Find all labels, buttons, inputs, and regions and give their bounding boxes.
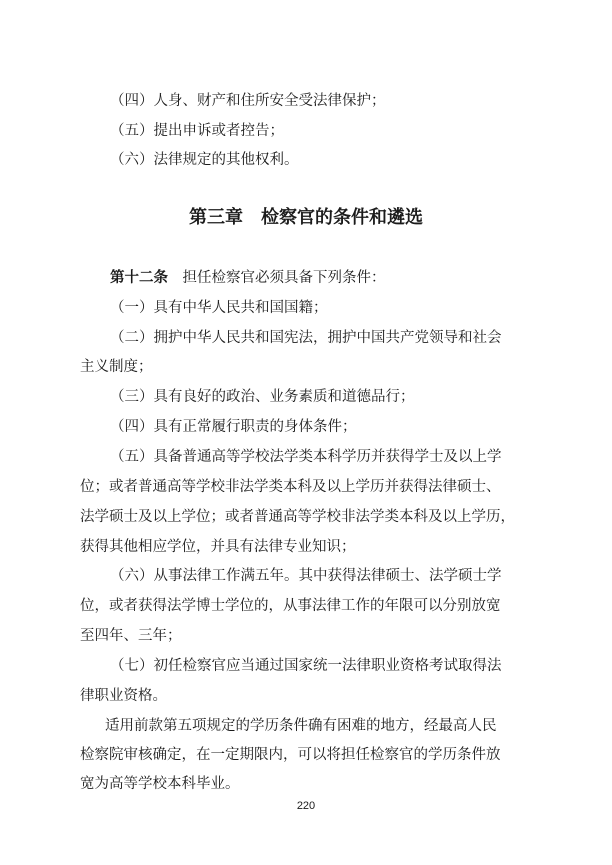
text-line: 宽为高等学校本科毕业。 (80, 776, 240, 792)
text-line: （四）人身、财产和住所安全受法律保护； (110, 93, 386, 109)
text-line: （四）具有正常履行职责的身体条件； (110, 419, 357, 435)
text-line: （二）拥护中华人民共和国宪法，拥护中国共产党领导和社会 (110, 330, 502, 346)
text-line: 适用前款第五项规定的学历条件确有困难的地方，经最高人民 (105, 718, 497, 734)
article-label: 第十二条 (110, 270, 168, 286)
text-line: 法学硕士及以上学位；或者普通高等学校非法学类本科及以上学历， (80, 509, 515, 525)
text-line: （五）具备普通高等学校法学类本科学历并获得学士及以上学 (110, 449, 502, 465)
text-line: （六）从事法律工作满五年。其中获得法律硕士、法学硕士学 (110, 568, 502, 584)
text-line: 检察院审核确定，在一定期限内，可以将担任检察官的学历条件放 (80, 747, 501, 763)
article-intro-line (0, 268, 612, 288)
text-line: 位，或者获得法学博士学位的，从事法律工作的年限可以分别放宽 (80, 598, 501, 614)
text-line: （七）初任检察官应当通过国家统一法律职业资格考试取得法 (110, 658, 502, 674)
text-line: 律职业资格。 (80, 688, 167, 704)
text-line: 主义制度； (80, 359, 153, 375)
text-line: 至四年、三年； (80, 628, 182, 644)
article-intro: 担任检察官必须具备下列条件： (168, 270, 386, 286)
text-line: （三）具有良好的政治、业务素质和道德品行； (110, 389, 415, 405)
page-number: 220 (296, 800, 316, 812)
text-line: （一）具有中华人民共和国国籍； (110, 300, 328, 316)
text-line: 获得其他相应学位，并具有法律专业知识； (80, 539, 356, 555)
text-line: （六）法律规定的其他权利。 (110, 152, 299, 168)
text-line: （五）提出申诉或者控告； (110, 123, 284, 139)
text-line: 位；或者普通高等学校非法学类本科及以上学历并获得法律硕士、 (80, 479, 501, 495)
chapter-title: 第三章 检察官的条件和遴选 (189, 207, 423, 228)
